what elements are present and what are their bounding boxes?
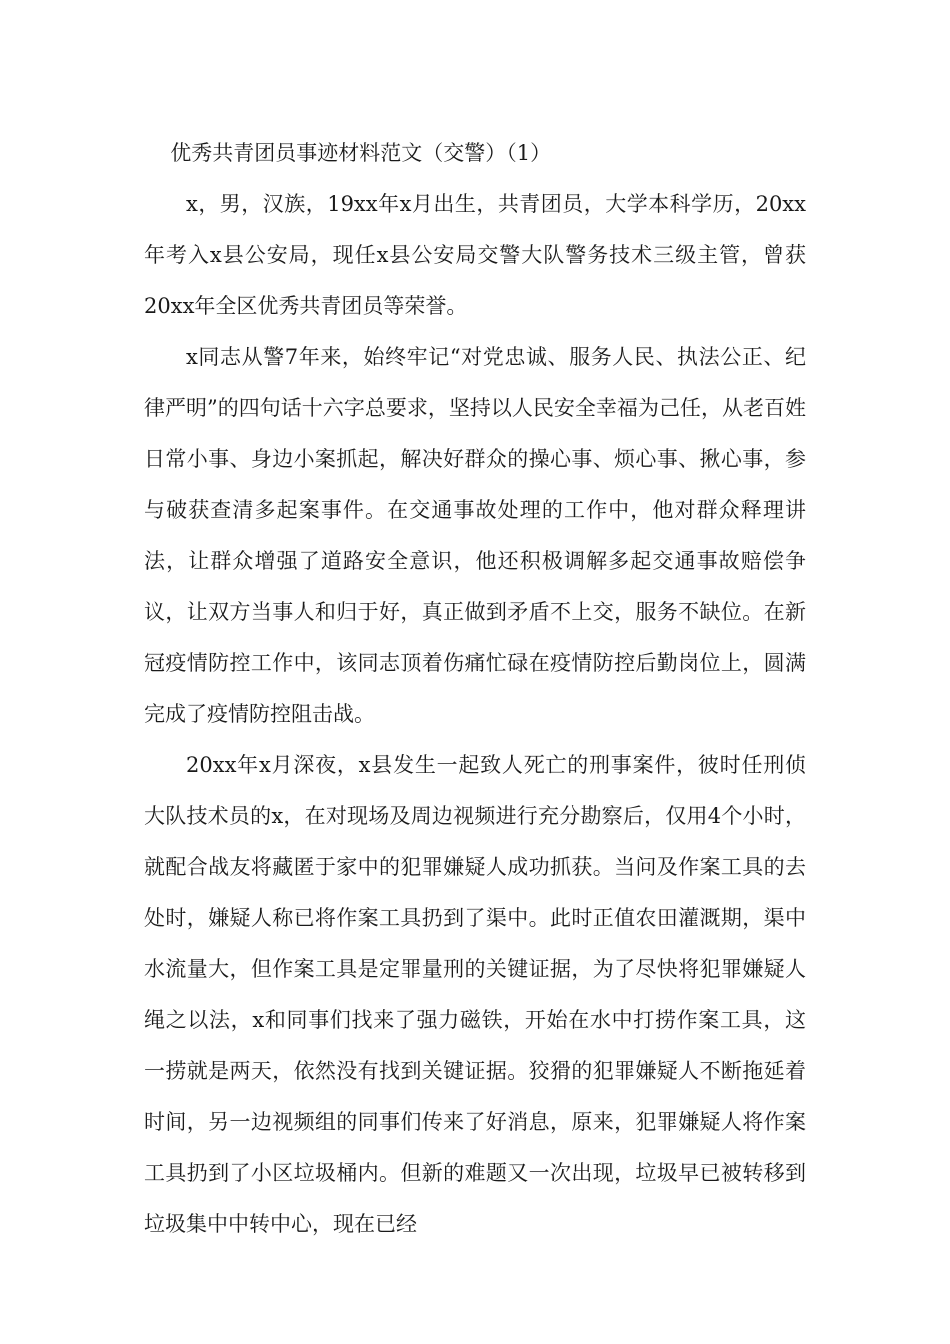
paragraph-case: 20xx年x月深夜，x县发生一起致人死亡的刑事案件，彼时任刑侦大队技术员的x，在对现场及周边视频进行充分勘察后，仅用4个小时，就配合战友将藏匿于家中的犯罪嫌疑人成功抓获。当问及作案工具的去处时，嫌疑人称已将作案工具扔到了渠中。此时正值农田灌溉期，渠中水流量大，但作案工具是定罪量刑的关键证据，为了尽快将犯罪嫌疑人绳之以法，x和同事们找来了强力磁铁，开始在水中打捞作案工具，这一捞就是两天，依然没有找到关键证据。狡猾的犯罪嫌疑人不断拖延着时间，另一边视频组的同事们传来了好消息，原来，犯罪嫌疑人将作案工具扔到了小区垃圾桶内。但新的难题又一次出现，垃圾早已被转移到垃圾集中中转中心，现在已经 <box>144 753 806 1236</box>
paragraph-intro: x，男，汉族，19xx年x月出生，共青团员，大学本科学历，20xx年考入x县公安局，现任x县公安局交警大队警务技术三级主管，曾获20xx年全区优秀共青团员等荣誉。 <box>144 192 806 318</box>
document-title: 优秀共青团员事迹材料范文（交警）（1） <box>170 141 552 165</box>
document-body <box>144 128 806 1250</box>
paragraph-service: x同志从警7年来，始终牢记“对党忠诚、服务人民、执法公正、纪律严明”的四句话十六字总要求，坚持以人民安全幸福为己任，从老百姓日常小事、身边小案抓起，解决好群众的操心事、烦心事、揪心事，参与破获查清多起案事件。在交通事故处理的工作中，他对群众释理讲法，让群众增强了道路安全意识，他还积极调解多起交通事故赔偿争议，让双方当事人和归于好，真正做到矛盾不上交，服务不缺位。在新冠疫情防控工作中，该同志顶着伤痛忙碌在疫情防控后勤岗位上，圆满完成了疫情防控阻击战。 <box>144 345 806 726</box>
